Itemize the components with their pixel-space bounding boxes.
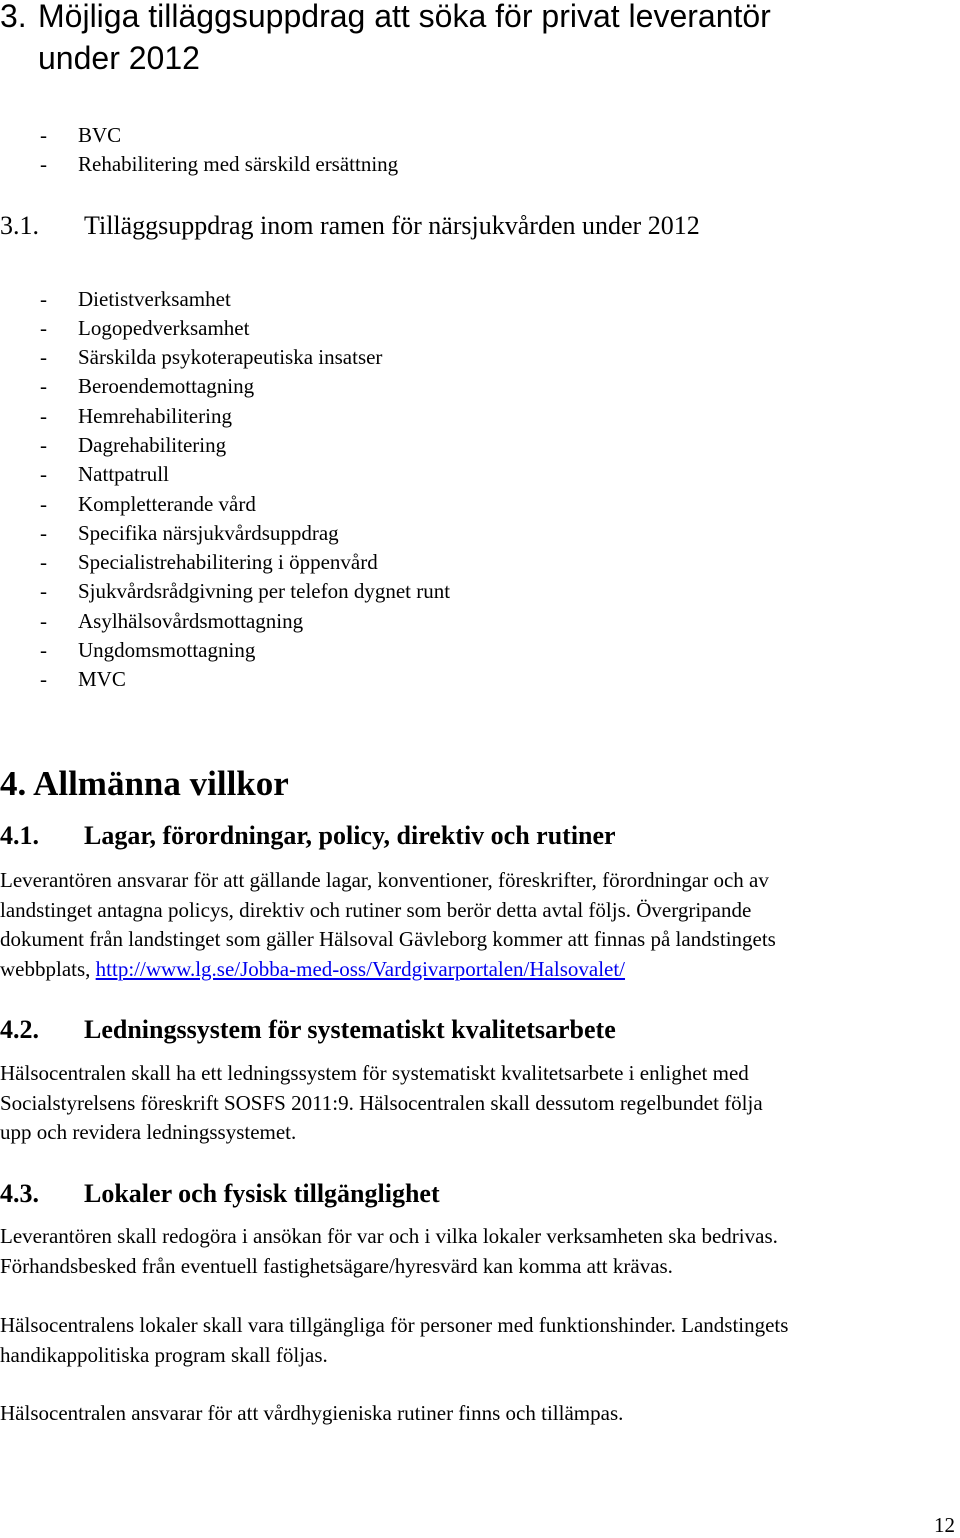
paragraph-line: upp och revidera ledningssystemet. [0,1120,297,1144]
list-marker: - [40,579,47,603]
list-item [40,372,740,401]
halsovalet-link[interactable]: http://www.lg.se/Jobba-med-oss/Vardgivarportalen/Halsovalet/ [95,956,626,981]
section-4-3-paragraph-2 [0,1311,958,1370]
paragraph-line: Socialstyrelsens föreskrift SOSFS 2011:9. Hälsocentralen skall dessutom regelbundet följa [0,1090,763,1115]
section-4-heading: 4. Allmänna villkor [0,764,289,803]
list-item [40,577,740,606]
list-marker: - [40,521,47,545]
section-3-heading [0,0,958,80]
list-item [40,431,740,460]
list-marker: - [40,345,47,369]
section-3-title-line-2: under 2012 [38,40,200,76]
list-item [40,121,640,150]
list-marker: - [40,667,47,691]
list-item-label: Sjukvårdsrådgivning per telefon dygnet runt [78,579,451,603]
list-item-label: Särskilda psykoterapeutiska insatser [78,345,383,369]
list-item [40,490,740,519]
list-item-label: MVC [78,667,126,691]
paragraph-line: Hälsocentralen ansvarar för att vårdhygieniska rutiner finns och tillämpas. [0,1401,624,1425]
section-3-number: 3. [0,0,27,34]
list-marker: - [40,550,47,574]
paragraph-line: Förhandsbesked från eventuell fastighetsägare/hyresvärd kan komma att krävas. [0,1253,673,1278]
list-marker: - [40,404,47,428]
list-item-label: Specialistrehabilitering i öppenvård [78,550,378,574]
section-4-2-title: Ledningssystem för systematiskt kvalitetsarbete [84,1015,616,1044]
paragraph-line: landstinget antagna policys, direktiv och rutiner som berör detta avtal följs. Övergripande [0,897,752,922]
list-item-label: Ungdomsmottagning [78,638,256,662]
list-marker: - [40,374,47,398]
list-marker: - [40,433,47,457]
list-marker: - [40,316,47,340]
page-number: 12 [934,1513,955,1537]
section-3-1-title: Tilläggsuppdrag inom ramen för närsjukvården under 2012 [84,211,700,240]
list-item [40,607,740,636]
section-4-1-paragraph [0,866,958,984]
list-item-label: Rehabilitering med särskild ersättning [78,152,399,176]
paragraph-line: handikappolitiska program skall följas. [0,1342,328,1367]
paragraph-line: Hälsocentralen skall ha ett ledningssystem för systematiskt kvalitetsarbete i enlighet med [0,1061,749,1085]
list-item [40,285,740,314]
list-item [40,150,640,179]
paragraph-line: Hälsocentralens lokaler skall vara tillgängliga för personer med funktionshinder. Landstingets [0,1313,789,1337]
list-item-label: BVC [78,123,122,147]
paragraph-line: Leverantören ansvarar för att gällande lagar, konventioner, föreskrifter, förordningar och av [0,868,769,892]
list-marker: - [40,287,47,311]
list-marker: - [40,638,47,662]
list-item-label: Dagrehabilitering [78,433,227,457]
section-4-1-number: 4.1. [0,821,39,850]
paragraph-line-prefix: webbplats, [0,956,96,981]
paragraph-line: dokument från landstinget som gäller Hälsoval Gävleborg kommer att finnas på landstingets [0,927,776,951]
section-4-3-paragraph-1 [0,1222,958,1281]
list-item [40,665,740,694]
list-item-label: Beroendemottagning [78,374,255,398]
section-4-3-paragraph-3 [0,1399,958,1429]
section-3-1-number: 3.1. [0,211,39,240]
section-3-title-line-1: Möjliga tilläggsuppdrag att söka för privat leverantör [38,0,771,34]
list-item-label: Asylhälsovårdsmottagning [78,609,304,633]
section-4-2-paragraph [0,1059,958,1148]
list-item-label: Hemrehabilitering [78,404,232,428]
section-4-2-number: 4.2. [0,1015,39,1044]
list-item [40,460,740,489]
list-item [40,402,740,431]
section-4-3-title: Lokaler och fysisk tillgänglighet [84,1179,440,1208]
section-4-3-number: 4.3. [0,1179,39,1208]
list-item-label: Specifika närsjukvårdsuppdrag [78,521,339,545]
section-4-1-heading [0,821,958,851]
list-marker: - [40,152,47,176]
list-marker: - [40,492,47,516]
list-item-label: Logopedverksamhet [78,316,250,340]
list-marker: - [40,462,47,486]
list-item [40,548,740,577]
section-4-2-heading [0,1015,958,1045]
section-4-3-heading [0,1179,958,1209]
paragraph-line: Leverantören skall redogöra i ansökan för var och i vilka lokaler verksamheten ska bedrivas. [0,1224,778,1248]
list-item [40,314,740,343]
section-3-1-heading [0,211,958,241]
paragraph-line [0,955,958,985]
list-marker: - [40,123,47,147]
list-marker: - [40,609,47,633]
list-item-label: Kompletterande vård [78,492,256,516]
section-4-1-title: Lagar, förordningar, policy, direktiv och rutiner [84,821,616,850]
list-item-label: Dietistverksamhet [78,287,231,311]
list-item-label: Nattpatrull [78,462,169,486]
list-item [40,343,740,372]
list-item [40,636,740,665]
list-item [40,519,740,548]
